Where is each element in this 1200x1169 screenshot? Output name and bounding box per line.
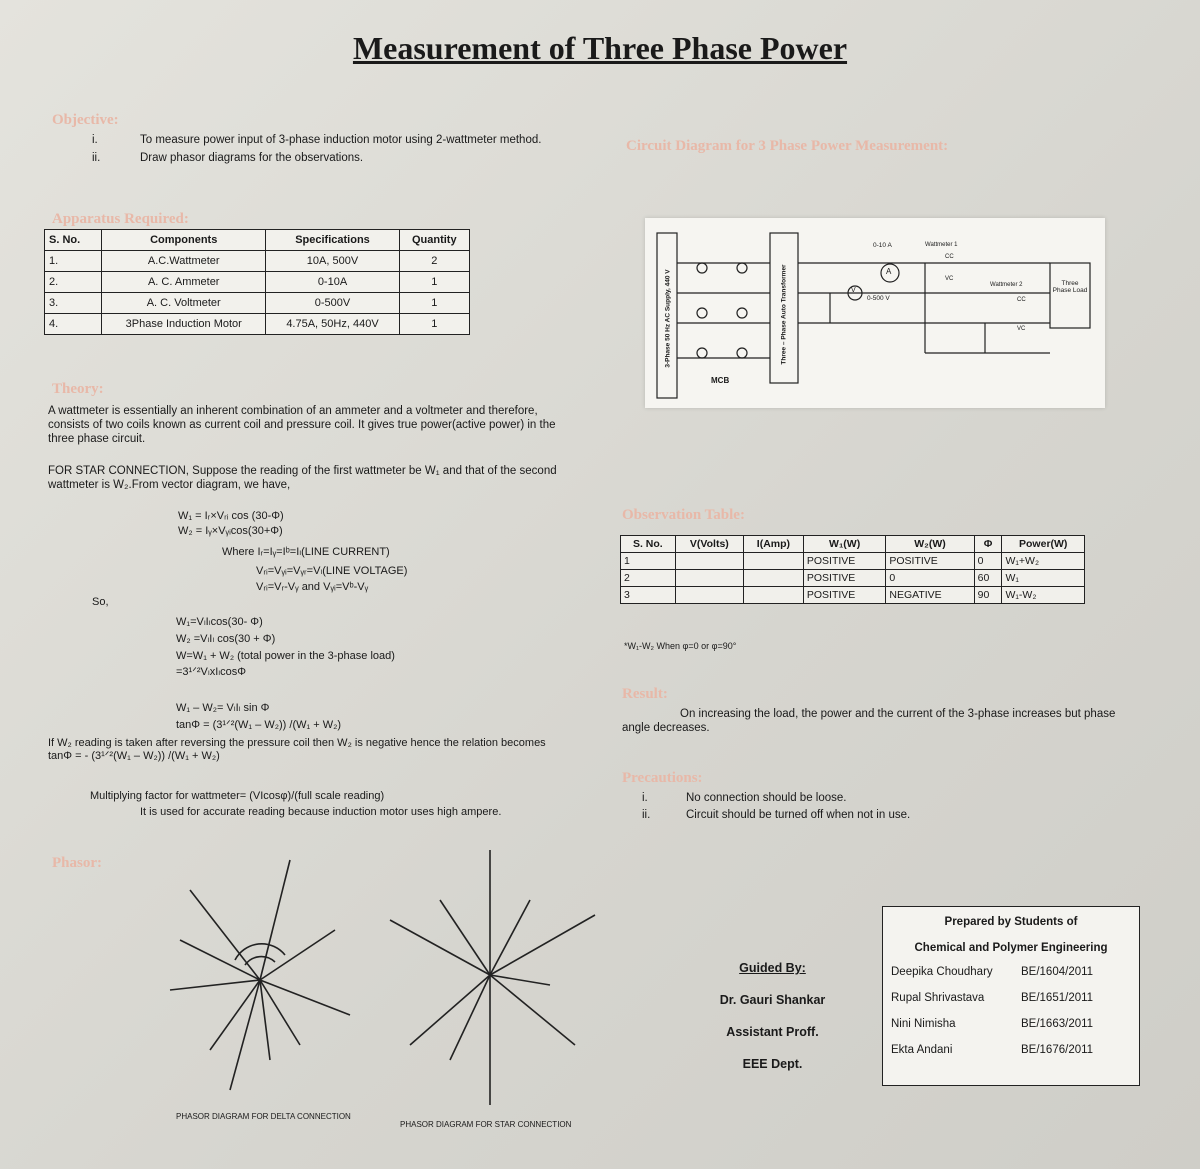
table-row: 2. A. C. Ammeter 0-10A 1 xyxy=(45,272,470,293)
objective-item: ii. Draw phasor diagrams for the observations. xyxy=(92,152,364,164)
table-header-row: S. No. V(Volts) I(Amp) W₁(W) W₂(W) Φ Power(W) xyxy=(621,536,1085,553)
multiplying-factor-note: It is used for accurate reading because induction motor uses high ampere. xyxy=(140,806,502,818)
objective-heading: Objective: xyxy=(52,112,119,128)
prepared-by-box xyxy=(882,906,1140,1086)
result-text: On increasing the load, the power and the current of the 3-phase increases but phase angle decreases. xyxy=(622,708,1116,734)
observation-note: *W₁-W₂ When φ=0 or φ=90° xyxy=(624,641,737,651)
multiplying-factor: Multiplying factor for wattmeter= (VIcosφ)/(full scale reading) xyxy=(90,790,385,802)
wattmeter-2-label: Wattmeter 2 xyxy=(990,282,1023,288)
voltmeter-range: 0-500 V xyxy=(867,295,890,302)
equation: =3¹ᐟ²VₗxIₗcosΦ xyxy=(176,666,246,678)
table-row: 3. A. C. Voltmeter 0-500V 1 xyxy=(45,293,470,314)
theory-heading: Theory: xyxy=(52,381,104,397)
equation: W₁ – W₂= VₗIₗ sin Φ xyxy=(176,702,270,714)
wattmeter-2-vc: VC xyxy=(1017,326,1026,332)
equation: tanΦ = (3¹ᐟ²(W₁ – W₂)) /(W₁ + W₂) xyxy=(176,719,342,731)
table-row: 1. A.C.Wattmeter 10A, 500V 2 xyxy=(45,251,470,272)
objective-item: i. To measure power input of 3-phase induction motor using 2-wattmeter method. xyxy=(92,134,542,146)
list-item: Rupal Shrivastava BE/1651/2011 xyxy=(891,992,1094,1004)
list-item: Deepika Choudhary BE/1604/2011 xyxy=(891,966,1094,978)
table-row: 2 POSITIVE 0 60 W₁ xyxy=(621,570,1085,587)
wattmeter-1-label: Wattmeter 1 xyxy=(925,242,958,248)
theory-star-paragraph: FOR STAR CONNECTION, Suppose the reading of the first wattmeter be W₁ and that of the second wattmeter is W₂.From vector diagram, we have, xyxy=(48,465,557,491)
equation: W₁=VₗIₗcos(30- Φ) xyxy=(176,616,263,628)
equation: W₂ =VₗIₗ cos(30 + Φ) xyxy=(176,633,276,645)
equation: Vᵣᵢ=Vᵣ-Vᵧ and Vᵧᵢ=Vᵇ-Vᵧ xyxy=(256,581,369,593)
theory-paragraph: A wattmeter is essentially an inherent combination of an ammeter and a voltmeter and therefore, consists of two coils known as current coil and pressure coil. It gives true power(active power) in the three phase circuit. xyxy=(48,405,556,445)
observation-table xyxy=(620,535,1085,604)
star-phasor-diagram xyxy=(380,840,610,1120)
equation: Where Iᵣ=Iᵧ=Iᵇ=Iₗ(LINE CURRENT) xyxy=(222,546,390,558)
result-heading: Result: xyxy=(622,686,668,702)
apparatus-heading: Apparatus Required: xyxy=(52,211,189,227)
precaution-item: ii. Circuit should be turned off when not in use. xyxy=(642,809,911,821)
precautions-heading: Precautions: xyxy=(622,770,703,786)
star-phasor-caption: PHASOR DIAGRAM FOR STAR CONNECTION xyxy=(400,1120,572,1129)
table-row: 1 POSITIVE POSITIVE 0 W₁+W₂ xyxy=(621,553,1085,570)
objective-list xyxy=(92,133,562,165)
delta-phasor-caption: PHASOR DIAGRAM FOR DELTA CONNECTION xyxy=(176,1112,351,1121)
transformer-label-box xyxy=(771,253,797,383)
guided-by: Guided By: Dr. Gauri Shankar Assistant Proff. EEE Dept. xyxy=(719,961,826,1071)
wattmeter-1-vc: VC xyxy=(945,276,954,282)
ammeter-symbol: A xyxy=(886,267,892,276)
voltmeter-symbol: V xyxy=(851,287,856,294)
apparatus-table xyxy=(44,229,470,335)
delta-phasor-diagram xyxy=(150,850,380,1120)
student-list xyxy=(883,965,1139,1069)
precaution-item: i. No connection should be loose. xyxy=(642,792,847,804)
table-header-row: S. No. Components Specifications Quantity xyxy=(45,230,470,251)
wattmeter-1-cc: CC xyxy=(945,254,954,260)
ammeter-range: 0-10 A xyxy=(873,242,892,249)
table-row: 3 POSITIVE NEGATIVE 90 W₁-W₂ xyxy=(621,587,1085,604)
transformer-label: Three – Phase Auto Transformer xyxy=(780,264,788,365)
so-label: So, xyxy=(92,596,109,608)
equation: Vᵣᵢ=Vᵧᵢ=Vᵧᵣ=Vₗ(LINE VOLTAGE) xyxy=(256,565,408,577)
wattmeter-2-cc: CC xyxy=(1017,297,1026,303)
supply-label: 3-Phase 50 Hz AC Supply, 440 V xyxy=(664,269,672,368)
equation: W=W₁ + W₂ (total power in the 3-phase load) xyxy=(176,650,395,662)
list-item: Nini Nimisha BE/1663/2011 xyxy=(891,1018,1094,1030)
circuit-heading: Circuit Diagram for 3 Phase Power Measurement: xyxy=(626,138,949,154)
circuit-diagram xyxy=(645,218,1105,408)
equation: W₁ = Iᵣ×Vᵣᵢ cos (30-Φ) xyxy=(178,510,284,522)
observation-heading: Observation Table: xyxy=(622,507,745,523)
theory-reverse-paragraph: If W₂ reading is taken after reversing the pressure coil then W₂ is negative hence the relation becomes tanΦ = - (3¹ᐟ²(W₁ – W₂)) /(W₁ + W₂) xyxy=(48,737,546,762)
precautions-list xyxy=(642,791,1062,822)
equation: W₂ = Iᵧ×Vᵧᵢcos(30+Φ) xyxy=(178,525,283,537)
prepared-heading: Prepared by Students of xyxy=(944,916,1078,928)
load-label: Three Phase Load xyxy=(1052,280,1088,294)
supply-label-box xyxy=(658,253,676,393)
page-title: Measurement of Three Phase Power xyxy=(352,30,848,66)
table-row: 4. 3Phase Induction Motor 4.75A, 50Hz, 440V 1 xyxy=(45,314,470,335)
prepared-dept: Chemical and Polymer Engineering xyxy=(914,942,1108,954)
phasor-heading: Phasor: xyxy=(52,855,102,871)
mcb-label: MCB xyxy=(711,376,730,385)
list-item: Ekta Andani BE/1676/2011 xyxy=(891,1044,1094,1056)
